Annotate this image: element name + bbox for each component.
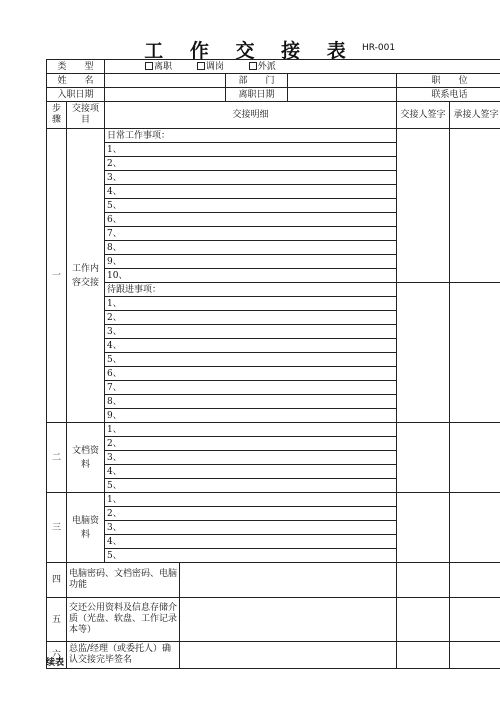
detail-line[interactable]: 8、: [105, 395, 397, 409]
summary-item-label: 电脑密码、文档密码、电脑功能: [67, 563, 180, 598]
leave-date-field[interactable]: [288, 88, 397, 102]
phone-label: 联系电话: [397, 88, 500, 102]
detail-line[interactable]: 3、: [105, 451, 397, 465]
receiver-signature-cell[interactable]: [450, 493, 500, 563]
detail-header: 交接明细: [105, 102, 397, 129]
table-row: [47, 493, 500, 507]
handover-signature-cell[interactable]: [397, 598, 450, 642]
section-subtitle-row: [47, 129, 500, 143]
detail-line[interactable]: 1、: [105, 423, 397, 437]
receiver-signature-cell[interactable]: [450, 423, 500, 493]
summary-row: [47, 563, 500, 598]
hire-date-label: 入职日期: [47, 88, 105, 102]
dept-label: 部 门: [226, 74, 288, 88]
detail-line[interactable]: 9、: [105, 255, 397, 269]
summary-detail-cell[interactable]: [180, 598, 397, 642]
detail-line[interactable]: 4、: [105, 535, 397, 549]
form-code: HR-001: [362, 43, 396, 53]
leave-date-label: 离职日期: [226, 88, 288, 102]
receiver-signature-cell[interactable]: [450, 642, 500, 669]
detail-line[interactable]: 4、: [105, 339, 397, 353]
section-subtitle-row: [47, 283, 500, 297]
handover-item-name: 工作内容交接: [67, 129, 105, 423]
detail-line[interactable]: 7、: [105, 227, 397, 241]
opt-resign-label: 离职: [154, 61, 173, 72]
detail-line[interactable]: 5、: [105, 549, 397, 563]
handover-signature-cell[interactable]: [397, 642, 450, 669]
detail-line[interactable]: 1、: [105, 493, 397, 507]
detail-line[interactable]: 5、: [105, 479, 397, 493]
handover-sign-header: 交接人签字: [397, 102, 450, 129]
handover-signature-cell[interactable]: [397, 563, 450, 598]
detail-line[interactable]: 3、: [105, 325, 397, 339]
detail-line[interactable]: 1、: [105, 143, 397, 157]
detail-line[interactable]: 10、: [105, 269, 397, 283]
detail-line[interactable]: 6、: [105, 367, 397, 381]
step-number: 六: [47, 642, 67, 669]
summary-detail-cell[interactable]: [180, 642, 397, 669]
position-label: 职 位: [397, 74, 500, 88]
table-row: [47, 423, 500, 437]
section-subtitle: 日常工作事项：: [105, 129, 397, 143]
type-row: [47, 60, 500, 74]
detail-line[interactable]: 1、: [105, 297, 397, 311]
detail-line[interactable]: 2、: [105, 311, 397, 325]
detail-line[interactable]: 8、: [105, 241, 397, 255]
detail-line[interactable]: 2、: [105, 507, 397, 521]
detail-line[interactable]: 6、: [105, 213, 397, 227]
summary-row: [47, 642, 500, 669]
detail-line[interactable]: 5、: [105, 353, 397, 367]
step-number: 三: [47, 493, 67, 563]
item-header: 交接项目: [67, 102, 105, 129]
step-header: 步骤: [47, 102, 67, 129]
form-title: 工 作 交 接 表: [144, 40, 356, 62]
receiver-sign-header: 承接人签字: [450, 102, 500, 129]
detail-line[interactable]: 9、: [105, 409, 397, 423]
handover-signature-cell[interactable]: [397, 493, 450, 563]
opt-dispatch-label: 外派: [257, 61, 276, 72]
detail-line[interactable]: 4、: [105, 185, 397, 199]
table-header-row: [47, 102, 500, 129]
checkbox-transfer[interactable]: [197, 62, 224, 72]
continued-note: 续表: [46, 658, 65, 668]
handover-signature-cell[interactable]: [397, 283, 450, 423]
step-number: 二: [47, 423, 67, 493]
checkbox-dispatch[interactable]: [249, 62, 276, 72]
handover-signature-cell[interactable]: [397, 129, 450, 283]
summary-detail-cell[interactable]: [180, 563, 397, 598]
handover-item-name: 文档资料: [67, 423, 105, 493]
summary-row: [47, 598, 500, 642]
step-number: 一: [47, 129, 67, 423]
section-subtitle: 待跟进事项：: [105, 283, 397, 297]
detail-line[interactable]: 2、: [105, 437, 397, 451]
detail-line[interactable]: 4、: [105, 465, 397, 479]
hire-date-field[interactable]: [105, 88, 226, 102]
date-row: [47, 88, 500, 102]
handover-signature-cell[interactable]: [397, 423, 450, 493]
summary-item-label: 交还公用资料及信息存储介质（光盘、软盘、工作记录本等）: [67, 598, 180, 642]
receiver-signature-cell[interactable]: [450, 563, 500, 598]
type-label: 类 型: [47, 60, 105, 74]
detail-line[interactable]: 7、: [105, 381, 397, 395]
receiver-signature-cell[interactable]: [450, 283, 500, 423]
detail-line[interactable]: 2、: [105, 157, 397, 171]
receiver-signature-cell[interactable]: [450, 129, 500, 283]
checkbox-resign[interactable]: [145, 62, 172, 72]
dept-field[interactable]: [288, 74, 397, 88]
detail-line[interactable]: 3、: [105, 521, 397, 535]
name-row: [47, 74, 500, 88]
summary-item-label: 总监/经理（或委托人）确认交接完毕签名: [67, 642, 180, 669]
type-options: [105, 60, 500, 74]
name-field[interactable]: [105, 74, 226, 88]
step-number: 五: [47, 598, 67, 642]
handover-form-table: [46, 59, 500, 669]
step-number: 四: [47, 563, 67, 598]
handover-item-name: 电脑资料: [67, 493, 105, 563]
detail-line[interactable]: 3、: [105, 171, 397, 185]
receiver-signature-cell[interactable]: [450, 598, 500, 642]
detail-line[interactable]: 5、: [105, 199, 397, 213]
name-label: 姓 名: [47, 74, 105, 88]
opt-transfer-label: 调岗: [205, 61, 224, 72]
